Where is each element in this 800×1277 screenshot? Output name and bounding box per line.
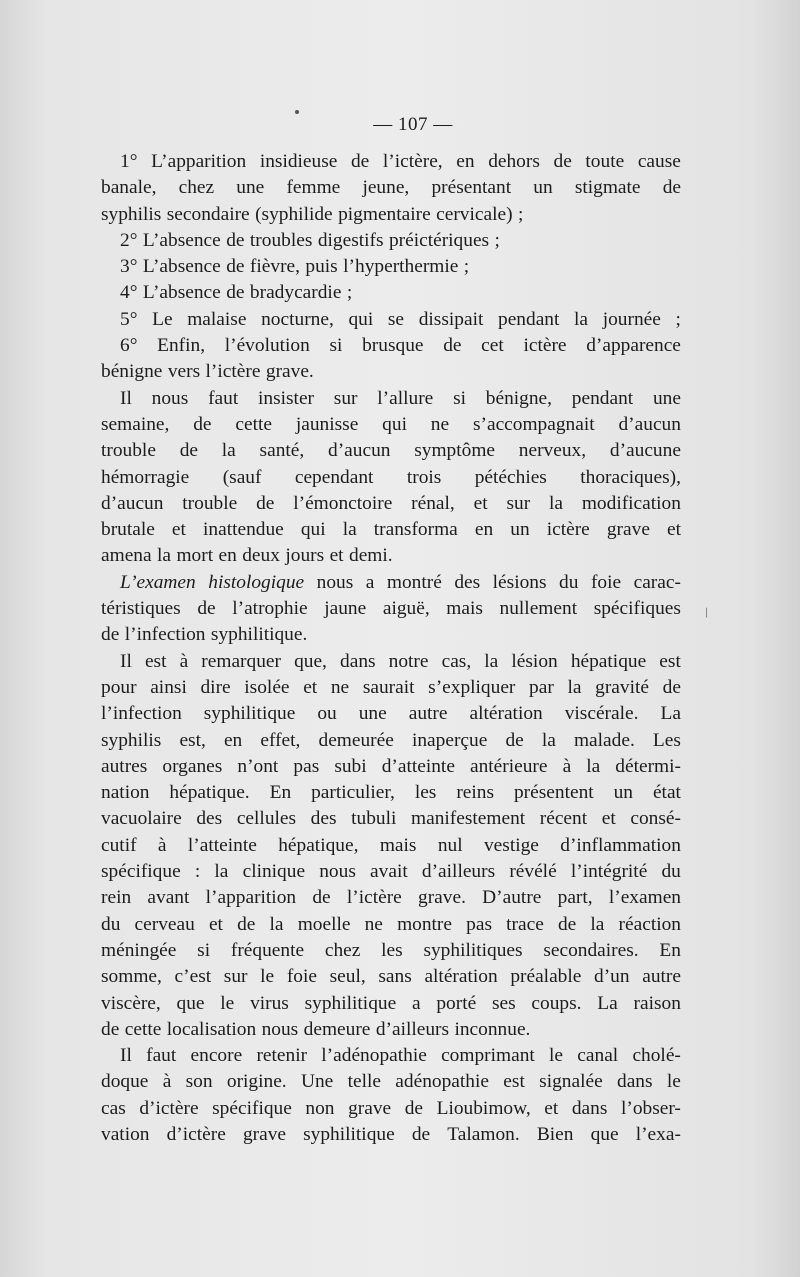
text-line: banale, chez une femme jeune, présentant un stigmate de bbox=[101, 177, 681, 199]
text-line: 2° L’absence de troubles digestifs préictériques ; bbox=[120, 229, 500, 251]
text-line: viscère, que le virus syphilitique a porté ses coups. La raison bbox=[101, 992, 681, 1014]
text-line: 4° L’absence de bradycardie ; bbox=[120, 282, 353, 304]
text-line: autres organes n’ont pas subi d’atteinte antérieure à la détermi- bbox=[101, 755, 681, 777]
text-line: hémorragie (sauf cependant trois pétéchies thoraciques), bbox=[101, 466, 681, 488]
text-line: amena la mort en deux jours et demi. bbox=[101, 545, 393, 567]
text-line: du cerveau et de la moelle ne montre pas trace de la réaction bbox=[101, 913, 681, 935]
margin-mark: / bbox=[702, 605, 712, 622]
text-line: 6° Enfin, l’évolution si brusque de cet ictère d’apparence bbox=[120, 335, 681, 357]
text-line: 5° Le malaise nocturne, qui se dissipait pendant la journée ; bbox=[120, 308, 681, 330]
text-line: nation hépatique. En particulier, les reins présentent un état bbox=[101, 782, 681, 804]
text-line: vacuolaire des cellules des tubuli manifestement récent et consé- bbox=[101, 808, 681, 830]
text-line: téristiques de l’atrophie jaune aiguë, mais nullement spécifiques bbox=[101, 598, 681, 620]
text-line: vation d’ictère grave syphilitique de Talamon. Bien que l’exa- bbox=[101, 1123, 681, 1145]
text-line: somme, c’est sur le foie seul, sans altération préalable d’un autre bbox=[101, 966, 681, 988]
text-line: de l’infection syphilitique. bbox=[101, 624, 308, 646]
text-line: 3° L’absence de fièvre, puis l’hyperthermie ; bbox=[120, 256, 470, 278]
text-line: syphilis secondaire (syphilide pigmentaire cervicale) ; bbox=[101, 203, 524, 225]
text-line: cutif à l’atteinte hépatique, mais nul vestige d’inflammation bbox=[101, 834, 681, 856]
text-line: syphilis est, en effet, demeurée inaperçue de la malade. Les bbox=[101, 729, 681, 751]
text-line: doque à son origine. Une telle adénopathie est signalée dans le bbox=[101, 1071, 681, 1093]
text-line: brutale et inattendue qui la transforma en un ictère grave et bbox=[101, 519, 681, 541]
text-line: cas d’ictère spécifique non grave de Lioubimow, et dans l’obser- bbox=[101, 1097, 681, 1119]
text-line: Il est à remarquer que, dans notre cas, la lésion hépatique est bbox=[120, 650, 681, 672]
text-line: trouble de la santé, d’aucun symptôme nerveux, d’aucune bbox=[101, 440, 681, 462]
text-line: Il nous faut insister sur l’allure si bénigne, pendant une bbox=[120, 387, 681, 409]
text-line: 1° L’apparition insidieuse de l’ictère, en dehors de toute cause bbox=[120, 151, 681, 172]
text-line: pour ainsi dire isolée et ne saurait s’expliquer par la gravité de bbox=[101, 676, 681, 698]
text-line: semaine, de cette jaunisse qui ne s’accompagnait d’aucun bbox=[101, 413, 681, 435]
text-line: Il faut encore retenir l’adénopathie comprimant le canal cholé- bbox=[120, 1045, 681, 1067]
page-number: — 107 — bbox=[373, 114, 453, 135]
text-line: d’aucun trouble de l’émonctoire rénal, et sur la modification bbox=[101, 492, 681, 514]
body-text bbox=[101, 149, 681, 1148]
text-line: spécifique : la clinique nous avait d’ailleurs révélé l’intégrité du bbox=[101, 861, 681, 883]
text-line: rein avant l’apparition de l’ictère grave. D’autre part, l’examen bbox=[101, 887, 681, 909]
text-line: bénigne vers l’ictère grave. bbox=[101, 361, 314, 383]
text-line: l’infection syphilitique ou une autre altération viscérale. La bbox=[101, 703, 681, 725]
text-line: de cette localisation nous demeure d’ailleurs inconnue. bbox=[101, 1018, 531, 1040]
text-line: méningée si fréquente chez les syphilitiques secondaires. En bbox=[101, 939, 681, 961]
text-line: L’examen histologique nous a montré des lésions du foie carac- bbox=[120, 571, 681, 593]
